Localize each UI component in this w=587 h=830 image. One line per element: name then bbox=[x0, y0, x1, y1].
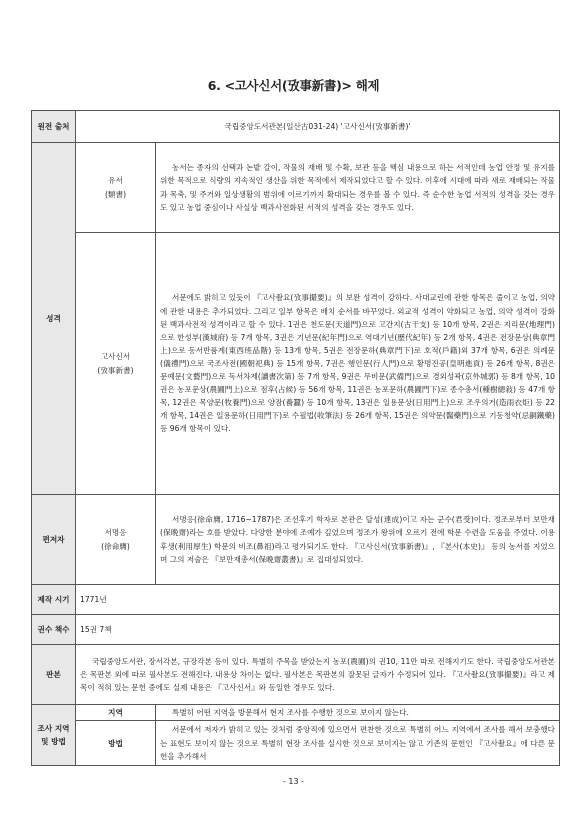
volumes-row bbox=[32, 615, 560, 645]
category-text: 농서는 종자의 선택과 논밭 갈이, 작물의 재배 및 수확, 보관 등을 핵심 내용으로 하는 서적인데 농업 안정 및 유지를 위한 목적으로 식량의 지속적인 생산을 위한 목적에서 제작되었다고 할 수 있다. 이후에 시대에 따라 새로 재배되는 작물과 목축, 및 주거와 일상생활의 범위에 이르기까지 확대되는 경우를 볼 수 있다. 즉 순수한 농업 서적의 성격을 갖는 경우도 있고 농업 중심이나 사실상 백과사전화된 서적의 성격을 갖는 경우도 있다. bbox=[156, 143, 560, 233]
volumes-value: 15권 7책 bbox=[76, 615, 560, 645]
source-value: 국립중앙도서관본(일산古031-24) '고사신서(攷事新書)' bbox=[76, 111, 560, 143]
region-label: 지역 bbox=[76, 705, 156, 721]
region-text: 특별히 어떤 지역을 방문해서 현지 조사를 수행한 것으로 보이지 않는다. bbox=[156, 705, 560, 721]
survey-region-row bbox=[32, 705, 560, 721]
character-category-row bbox=[32, 143, 560, 233]
author-name: 서명응 (徐命膺) bbox=[76, 495, 156, 585]
character-label: 성격 bbox=[32, 143, 76, 495]
edition-row bbox=[32, 645, 560, 705]
category-label: 유서 (類書) bbox=[76, 143, 156, 233]
document-table bbox=[31, 110, 560, 766]
book-text: 서문에도 밝히고 있듯이 『고사촬요(攷事撮要)』의 보완 성격이 강하다. 사대교린에 관한 항목은 줄이고 농업, 의약에 관한 내용은 추가되었다. 그리고 일부 항목은 배치 순서를 바꾸었다. 외교적 성격이 약화되고 농업, 의약 성격이 강화된 백과사전적 성격이라고 할 수 있다. 1권은 천도문(天道門)으로 고간지(古干支) 등 10개 항목, 2권은 지리문(地理門)으로 한성부(漢城府) 등 7개 항목, 3권은 기년문(紀年門)으로 역대기년(歷代紀年) 등 2개 항목, 4권은 전장문상(典章門上)으로 동서반품계(東西班品階) 등 13개 항목, 5권은 전장문하(典章門下)로 호적(戶籍)외 37개 항목, 6권은 의례문(儀禮門)으로 국조사전(國朝祀典) 등 15개 항목, 7권은 행인문(行人門)으로 황명진공(皇明進貢) 등 26개 항목, 8권은 문예문(文藝門)으로 독서차제(讀書次第) 등 7개 항목, 9권은 무비문(武備門)으로 경외성곽(京外城郭) 등 8개 항목, 10권은 농포문상(農圃門上)으로 점후(占候) 등 56개 항목, 11권은 농포문하(農圃門下)로 종수총서(種樹總敍) 등 47개 항목, 12권은 목양문(牧養門)으로 양잠(養蠶) 등 10개 항목, 13권은 일용문상(日用門上)으로 조우의거(造雨衣炬) 등 22개 항목, 14권은 일용문하(日用門下)로 수필법(收筆法) 등 26개 항목, 15권은 의약문(醫藥門)으로 기동청약(忌銅鐵藥) 등 96개 항목이 있다. bbox=[156, 233, 560, 495]
survey-method-row bbox=[32, 721, 560, 766]
year-row bbox=[32, 585, 560, 615]
year-value: 1771년 bbox=[76, 585, 560, 615]
year-label: 제작 시기 bbox=[32, 585, 76, 615]
source-label: 원전 출처 bbox=[32, 111, 76, 143]
book-label: 고사신서 (攷事新書) bbox=[76, 233, 156, 495]
survey-label: 조사 지역 및 방법 bbox=[32, 705, 76, 766]
edition-label: 판본 bbox=[32, 645, 76, 705]
author-label: 편저자 bbox=[32, 495, 76, 585]
page-number: - 13 - bbox=[282, 777, 305, 786]
method-text: 서문에서 저자가 밝히고 있는 것처럼 중앙직에 있으면서 편찬한 것으로 특별히 어느 지역에서 조사를 해서 보충했다는 표현도 보이지 않는 것으로 특별히 현장 조사를 실시한 것으로 보이지는 않고 기존의 문헌인 『고사촬요』에 다른 문헌을 추가해서 bbox=[156, 721, 560, 766]
method-label: 방법 bbox=[76, 721, 156, 766]
edition-value: 국립중앙도서관, 장서각본, 규장각본 등이 있다. 특별히 주목을 받았는지 농포(農圃)의 권10, 11만 따로 전해지기도 한다. 국립중앙도서관본은 목판본 외에 따로 필사본도 전해진다. 내용상 차이는 없다. 필사본은 목판본의 잘못된 글자가 수정되어 있다. 『고사촬요(攷事撮要)』라고 제목이 적혀 있는 문헌 중에도 실제 내용은 『고사신서』와 동일한 경우도 있다. bbox=[76, 645, 560, 705]
page-title: 6. <고사신서(攷事新書)> 해제 bbox=[207, 78, 380, 93]
source-row bbox=[32, 111, 560, 143]
author-text: 서명응(徐命膺, 1716~1787)은 조선후기 학자로 본관은 달성(達成)이고 자는 군수(君受)이다. 정조로부터 보만재(保晩齋)라는 호를 받았다. 다양한 분야에 조예가 깊었으며 정조가 왕위에 오르기 전에 학문 수련을 도움을 주었다. 이용후생(利用厚生) 학문의 비조(鼻祖)라고 평가되기도 한다. 『고사신서(攷事新書)』, 『본사(本史)』 등의 농서를 지었으며 그의 저술은 『보만재총서(保晩齋叢書)』로 집대성되었다. bbox=[156, 495, 560, 585]
author-row bbox=[32, 495, 560, 585]
character-book-row bbox=[32, 233, 560, 495]
volumes-label: 권수 책수 bbox=[32, 615, 76, 645]
